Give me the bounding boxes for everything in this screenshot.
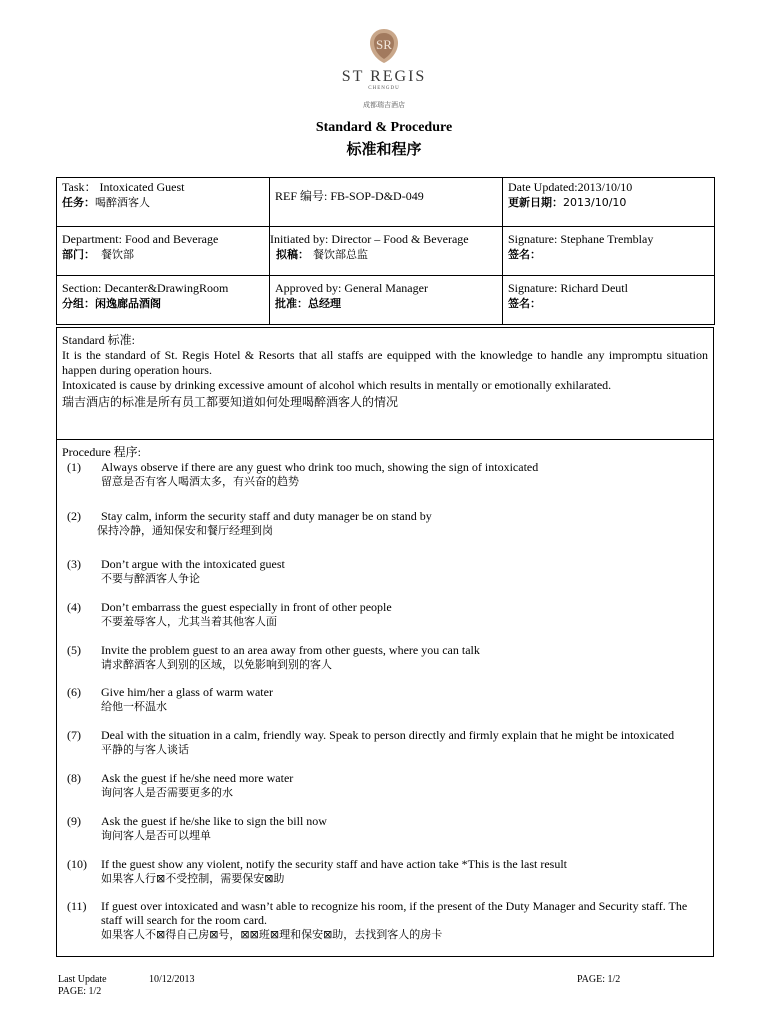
step-number: (5) [67, 643, 81, 657]
step-number: (7) [67, 728, 81, 742]
step-text-en: Don’t argue with the intoxicated guest [101, 557, 285, 571]
step-text-zh: 请求醉酒客人到别的区域，以免影响到别的客人 [101, 658, 332, 671]
step-number: (3) [67, 557, 81, 571]
standard-paragraph-2: Intoxicated is cause by drinking excessive amount of alcohol which results in mentally or emotionally exhilarated. [62, 378, 612, 392]
date-cn-label: 更新日期： [508, 196, 563, 209]
step-text-en: Don’t embarrass the guest especially in front of other people [101, 600, 392, 614]
signature1-cn: 签名： [508, 248, 541, 261]
step-text-zh: 如果客人不⊠得自己房⊠号，⊠⊠班⊠理和保安⊠助，去找到客人的房卡 [101, 928, 443, 941]
step-text-zh: 留意是否有客人喝酒太多，有兴奋的趋势 [101, 475, 299, 488]
task-cn-value: 喝醉酒客人 [95, 196, 150, 209]
ref-value: FB-SOP-D&D-049 [327, 189, 424, 203]
approved-en: Approved by: General Manager [275, 281, 428, 295]
section-cell [57, 276, 270, 325]
step-text-zh: 询问客人是否可以埋单 [101, 829, 211, 842]
brand-city: CHENGDU [368, 86, 400, 91]
approved-cn: 批准：总经理 [275, 297, 341, 310]
task-cn-label: 任务： [62, 196, 95, 209]
svg-text:SR: SR [376, 37, 392, 52]
signature2-cell [503, 276, 715, 325]
content-box [56, 327, 714, 957]
standard-paragraph-cn: 瑞吉酒店的标准是所有员工都要知道如何处理喝醉酒客人的情况 [62, 395, 399, 409]
step-text-zh: 不要羞辱客人，尤其当着其他客人面 [101, 615, 277, 628]
initiated-cn-label: 拟稿： [276, 248, 309, 261]
section-en: Section: Decanter&DrawingRoom [62, 281, 229, 295]
footer-page-left: PAGE: 1/2 [58, 986, 102, 997]
dept-cn-label: 部门： [62, 248, 95, 261]
task-cell [57, 178, 270, 227]
initiated-cell [270, 227, 503, 276]
header-table [56, 177, 715, 325]
footer-last-update-label: Last Update [58, 974, 107, 985]
date-cell [503, 178, 715, 227]
step-number: (10) [67, 857, 87, 871]
dept-cn-value: 餐饮部 [101, 248, 134, 261]
dept-cell [57, 227, 270, 276]
step-text-en: If the guest show any violent, notify the security staff and have action take *This is the last result [101, 857, 567, 871]
date-cn-value: 2013/10/10 [563, 196, 627, 209]
step-text-en: Invite the problem guest to an area away from other guests, where you can talk [101, 643, 480, 657]
footer-page-right: PAGE: 1/2 [577, 974, 621, 985]
approved-cell [270, 276, 503, 325]
step-text-zh: 给他一杯温水 [101, 700, 167, 713]
step-text-en: Stay calm, inform the security staff and duty manager be on stand by [101, 509, 432, 523]
ref-cell [270, 178, 503, 227]
step-number: (2) [67, 509, 81, 523]
dept-en: Department: Food and Beverage [62, 232, 219, 246]
procedure-heading: Procedure 程序: [62, 445, 141, 459]
step-text-en: Deal with the situation in a calm, friendly way. Speak to person directly and firmly explain that he might be intoxicated [101, 728, 675, 742]
doc-title-cn: 标准和程序 [346, 140, 422, 158]
step-number: (11) [67, 899, 87, 913]
section-cn: 分组：闲逸廊品酒阁 [62, 297, 161, 310]
step-text-en: Always observe if there are any guest who drink too much, showing the sign of intoxicated [101, 460, 539, 474]
step-text-zh: 平静的与客人谈话 [101, 743, 189, 756]
standard-paragraph-1: It is the standard of St. Regis Hotel & Resorts that all staffs are equipped with the knowledge to handle any impromptu situation happen during operation hours. [62, 348, 708, 377]
standard-section [62, 333, 708, 411]
st-regis-crest-logo [367, 28, 401, 64]
step-text-en: Give him/her a glass of warm water [101, 685, 273, 699]
step-text-zh: 询问客人是否需要更多的水 [101, 786, 233, 799]
step-number: (1) [67, 460, 81, 474]
step-number: (4) [67, 600, 81, 614]
brand-name: ST REGIS [341, 68, 427, 85]
standard-heading: Standard 标准: [62, 333, 135, 347]
step-number: (8) [67, 771, 81, 785]
signature1-en: Signature: Stephane Tremblay [508, 232, 654, 246]
task-en: Task： Intoxicated Guest [62, 180, 185, 194]
step-text-en: Ask the guest if he/she like to sign the bill now [101, 814, 327, 828]
footer-last-update-value: 10/12/2013 [149, 974, 195, 985]
step-text-en: If guest over intoxicated and wasn’t able to recognize his room, if the present of the Duty Manager and Security staff. The staff will search for the room card. [101, 899, 688, 927]
ref-label: REF 编号: [275, 189, 328, 203]
step-text-zh: 如果客人行⊠不受控制，需要保安⊠助 [101, 872, 285, 885]
signature2-en: Signature: Richard Deutl [508, 281, 628, 295]
brand-cn-name: 成都瑞吉酒店 [363, 101, 405, 109]
step-text-zh: 不要与醉酒客人争论 [101, 572, 200, 585]
step-number: (9) [67, 814, 81, 828]
signature2-cn: 签名： [508, 297, 541, 310]
step-text-zh: 保持冷静，通知保安和餐厅经理到岗 [97, 524, 273, 537]
step-number: (6) [67, 685, 81, 699]
date-en: Date Updated:2013/10/10 [508, 180, 633, 194]
doc-title-en: Standard & Procedure [315, 120, 453, 135]
step-text-en: Ask the guest if he/she need more water [101, 771, 294, 785]
initiated-en: Initiated by: Director – Food & Beverage [270, 232, 469, 246]
section-divider [57, 439, 713, 440]
initiated-cn-value: 餐饮部总监 [313, 248, 368, 261]
signature1-cell [503, 227, 715, 276]
